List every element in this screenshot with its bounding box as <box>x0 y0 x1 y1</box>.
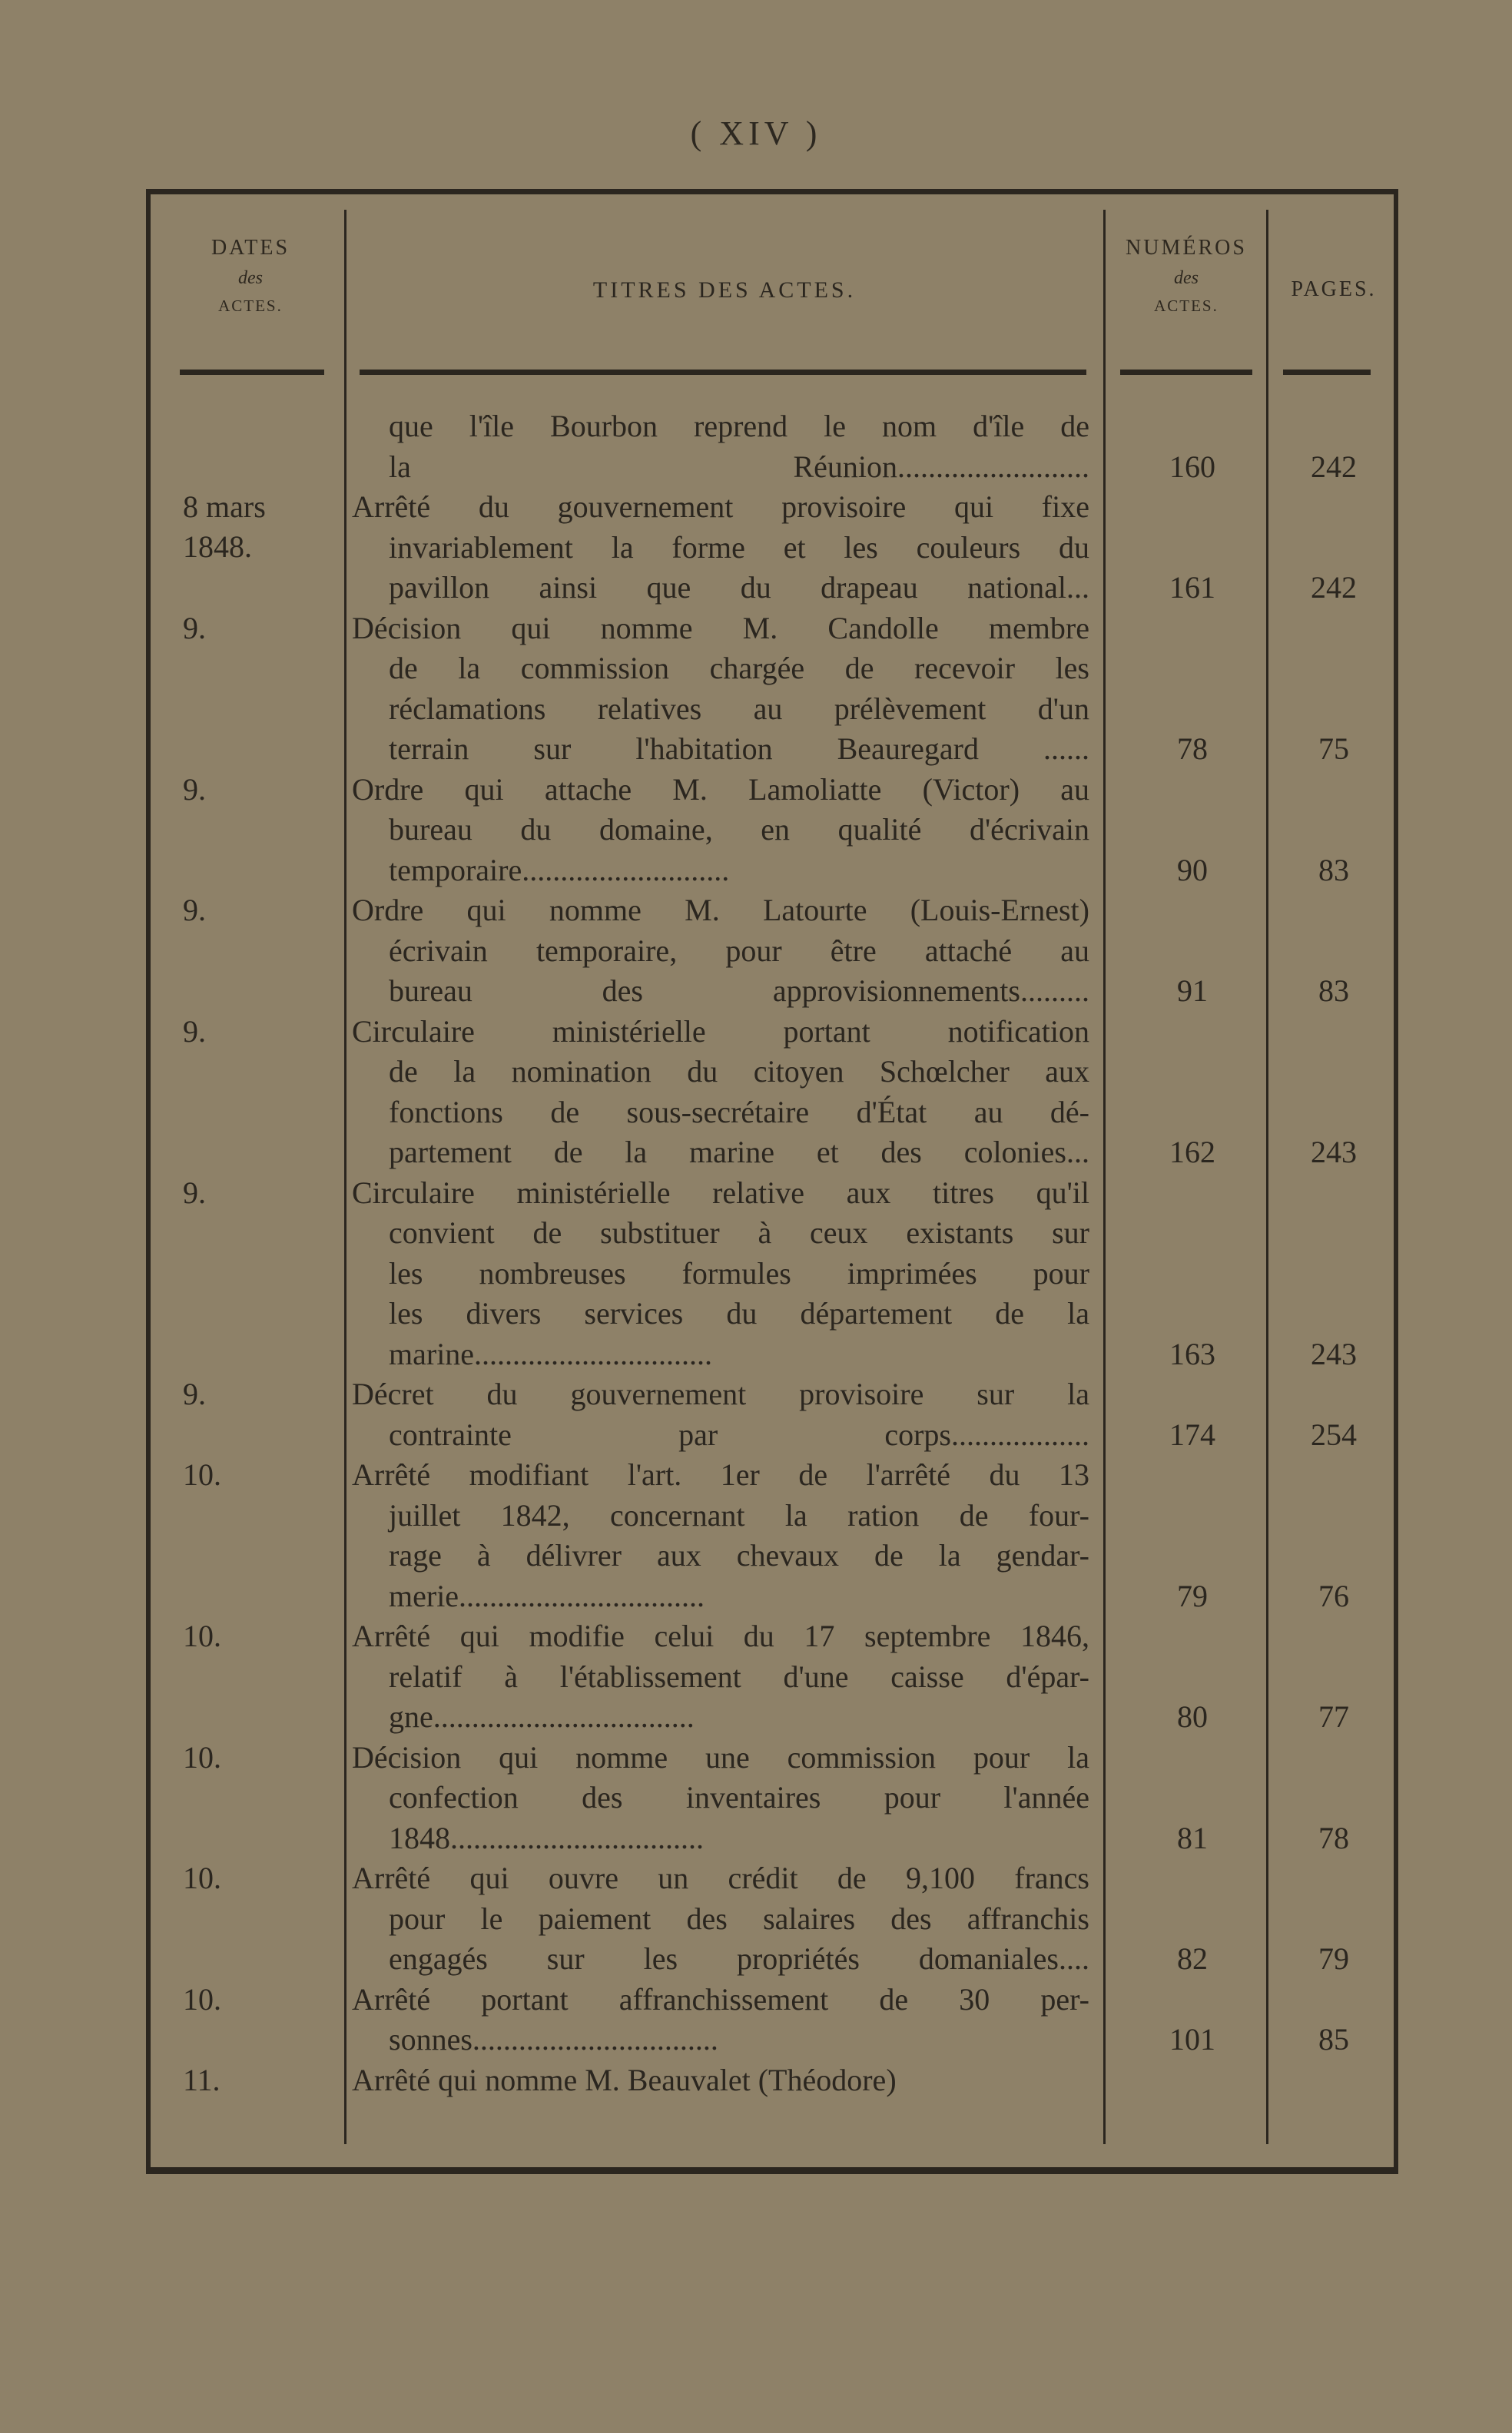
entry-title <box>352 1738 1089 1859</box>
entry-numero: 82 <box>1177 1941 1208 1976</box>
entry-date: 9. <box>183 893 206 927</box>
entry-page: 243 <box>1311 1336 1357 1371</box>
column-divider-dates <box>344 210 346 2144</box>
entry-date: 9. <box>183 610 206 645</box>
entry-page: 76 <box>1318 1578 1349 1613</box>
entry-title-line: confection des inventaires pour l'année <box>389 1780 1089 1815</box>
entry-title-line: les nombreuses formules imprimées pour <box>389 1255 1089 1291</box>
entry-title-line: rage à délivrer aux chevaux de la gendar- <box>389 1538 1089 1573</box>
entry-title-line: fonctions de sous-secrétaire d'État au dé- <box>389 1094 1089 1129</box>
entry-page: 243 <box>1311 1135 1357 1169</box>
entry-page: 254 <box>1311 1417 1357 1452</box>
entry-date: 9. <box>183 771 206 807</box>
entry-page: 77 <box>1318 1699 1349 1734</box>
entry-title <box>352 487 1089 608</box>
entry-title-line: invariablement la forme et les couleurs du <box>389 529 1089 565</box>
entry-title-line: écrivain temporaire, pour être attaché au <box>389 933 1089 968</box>
entry-date: 9. <box>183 1175 206 1210</box>
header-pages: PAGES. <box>1291 277 1377 301</box>
entry-title-line: bureau du domaine, en qualité d'écrivain <box>389 812 1089 847</box>
entry-title-line: que l'île Bourbon reprend le nom d'île de <box>389 409 1089 443</box>
entry-page: 79 <box>1318 1941 1349 1976</box>
entry-title <box>352 1616 1089 1738</box>
entry-title-line: 1848................................. <box>389 1820 704 1855</box>
entry-title-line: temporaire........................... <box>389 852 730 887</box>
entry-title <box>352 2060 1089 2101</box>
entry-title <box>352 406 1089 487</box>
entry-title-line: réclamations relatives au prélèvement d'un <box>389 691 1089 726</box>
entry-title-line: de la commission chargée de recevoir les <box>389 651 1089 685</box>
page-number: ( XIV ) <box>690 114 822 152</box>
entry-date: 9. <box>183 1013 206 1049</box>
entry-title-line: bureau des approvisionnements......... <box>389 973 1089 1008</box>
entry-title-line: pavillon ainsi que du drapeau national... <box>389 570 1089 605</box>
header-numeros: NUMÉROS des ACTES. <box>1126 236 1247 315</box>
entry-numero: 78 <box>1177 731 1208 766</box>
entry-title-line: juillet 1842, concernant la ration de four- <box>389 1497 1089 1533</box>
entry-title-line: Ordre qui nomme M. Latourte (Louis-Ernest) <box>352 893 1089 927</box>
entry-title-line: Circulaire ministérielle relative aux titres qu'il <box>352 1175 1089 1210</box>
entry-title-line: gne.................................. <box>389 1699 695 1734</box>
column-divider-titres <box>1103 210 1106 2144</box>
entry-numero: 163 <box>1169 1336 1215 1371</box>
entry-date: 11. <box>183 2062 220 2097</box>
header-titres: TITRES DES ACTES. <box>592 277 857 303</box>
entry-numero: 162 <box>1169 1135 1215 1169</box>
entry-title-line: convient de substituer à ceux existants sur <box>389 1215 1089 1250</box>
entry-date: 10. <box>183 1457 221 1492</box>
entry-page: 78 <box>1318 1820 1349 1855</box>
entry-title-line: Décret du gouvernement provisoire sur la <box>352 1377 1089 1411</box>
entry-title-line: Arrêté qui nomme M. Beauvalet (Théodore) <box>352 2062 897 2097</box>
entry-numero: 79 <box>1177 1578 1208 1613</box>
header-dates: DATES des ACTES. <box>211 236 290 315</box>
entry-date: 10. <box>183 1619 221 1653</box>
entry-title-line: Arrêté qui ouvre un crédit de 9,100 francs <box>352 1861 1089 1895</box>
entry-title-line: Circulaire ministérielle portant notification <box>352 1013 1089 1049</box>
entry-numero: 80 <box>1177 1699 1208 1734</box>
header-rule-numeros <box>1120 370 1252 375</box>
entry-title-line: la Réunion......................... <box>389 449 1089 484</box>
entry-title <box>352 608 1089 770</box>
entry-numero: 101 <box>1169 2022 1215 2057</box>
entry-title-line: engagés sur les propriétés domaniales.... <box>389 1941 1089 1976</box>
entry-page: 242 <box>1311 570 1357 605</box>
entry-title <box>352 1858 1089 1980</box>
entry-title <box>352 1455 1089 1616</box>
header-rule-dates <box>180 370 324 375</box>
entry-title <box>352 890 1089 1012</box>
entry-title-line: Arrêté modifiant l'art. 1er de l'arrêté du 13 <box>352 1457 1089 1492</box>
entry-page: 83 <box>1318 973 1349 1008</box>
entry-title-line: de la nomination du citoyen Schœlcher aux <box>389 1054 1089 1089</box>
entry-page: 85 <box>1318 2022 1349 2057</box>
entry-date: 10. <box>183 1739 221 1775</box>
entry-date: 10. <box>183 1861 221 1895</box>
index-table <box>146 189 1398 2174</box>
entry-date: 9. <box>183 1377 206 1411</box>
entry-numero: 81 <box>1177 1820 1208 1855</box>
entry-title-line: les divers services du département de la <box>389 1296 1089 1331</box>
entry-title-line: Ordre qui attache M. Lamoliatte (Victor) au <box>352 771 1089 807</box>
entry-title-line: Arrêté du gouvernement provisoire qui fixe <box>352 489 1089 524</box>
entry-date: 8 mars 1848. <box>183 489 266 564</box>
entry-numero: 91 <box>1177 973 1208 1008</box>
entry-title-line: relatif à l'établissement d'une caisse d'épar- <box>389 1659 1089 1694</box>
entry-title-line: Arrêté portant affranchissement de 30 per- <box>352 1981 1089 2017</box>
entry-title <box>352 1374 1089 1455</box>
entry-date: 10. <box>183 1981 221 2017</box>
entry-title-line: Décision qui nomme M. Candolle membre <box>352 610 1089 645</box>
entry-numero: 90 <box>1177 852 1208 887</box>
entry-title-line: Décision qui nomme une commission pour la <box>352 1739 1089 1775</box>
entry-page: 83 <box>1318 852 1349 887</box>
entry-page: 75 <box>1318 731 1349 766</box>
entry-title <box>352 1012 1089 1173</box>
entry-title <box>352 1173 1089 1375</box>
entry-numero: 161 <box>1169 570 1215 605</box>
entry-title <box>352 770 1089 891</box>
entry-title-line: pour le paiement des salaires des affranchis <box>389 1901 1089 1936</box>
entry-title-line: sonnes................................ <box>389 2022 718 2057</box>
entry-numero: 174 <box>1169 1417 1215 1452</box>
header-rule-titres <box>360 370 1086 375</box>
entry-numero: 160 <box>1169 449 1215 484</box>
entry-title-line: contrainte par corps.................. <box>389 1417 1089 1452</box>
entry-title-line: merie................................ <box>389 1578 705 1613</box>
entry-title-line: marine............................... <box>389 1336 713 1371</box>
entry-title-line: terrain sur l'habitation Beauregard ...... <box>389 731 1089 766</box>
header-rule-pages <box>1283 370 1371 375</box>
entry-title-line: partement de la marine et des colonies... <box>389 1135 1089 1169</box>
entry-title-line: Arrêté qui modifie celui du 17 septembre 1846, <box>352 1619 1089 1653</box>
entry-page: 242 <box>1311 449 1357 484</box>
entry-title <box>352 1980 1089 2060</box>
